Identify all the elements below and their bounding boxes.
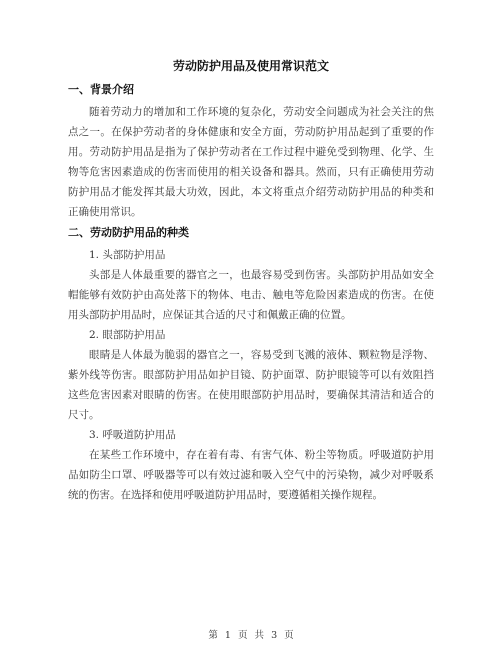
section-heading-types: 二、劳动防护用品的种类: [68, 226, 189, 239]
footer-prefix: 第: [208, 630, 218, 641]
section-paragraph-background: 随着劳动力的增加和工作环境的复杂化，劳动安全问题成为社会关注的焦点之一。在保护劳动者的身体健康和安全方面，劳动防护用品起到了重要的作用。劳动防护用品是指为了保护劳动者在工作过程中避免受到物理、化学、生物等危害因素造成的伤害而使用的相关设备和器具。然而，只有正确使用劳动防护用品才能发挥其最大功效，因此，本文将重点介绍劳动防护用品的种类和正确使用常识。: [68, 106, 434, 218]
page-footer: [0, 630, 502, 642]
item-paragraph-head-protection: 头部是人体最重要的器官之一，也最容易受到伤害。头部防护用品如安全帽能够有效防护由高处落下的物体、电击、触电等危险因素造成的伤害。在使用头部防护用品时，应保证其合适的尺寸和佩戴正确的位置。: [68, 269, 434, 321]
document-title: 劳动防护用品及使用常识范文: [172, 59, 329, 73]
item-heading-eye-protection: 2. 眼部防护用品: [89, 329, 166, 341]
footer-page-word: 页: [237, 630, 248, 641]
item-paragraph-respiratory-protection: 在某些工作环境中，存在着有毒、有害气体、粉尘等物质。呼吸道防护用品如防尘口罩、呼吸器等可以有效过滤和吸入空气中的污染物，减少对呼吸系统的伤害。在选择和使用呼吸道防护用品时，要遵循相关操作规程。: [68, 449, 434, 501]
footer-total-word: 共: [254, 630, 265, 641]
item-paragraph-eye-protection: 眼睛是人体最为脆弱的器官之一，容易受到飞溅的液体、颗粒物是浮物、紫外线等伤害。眼部防护用品如护目镜、防护面罩、防护眼镜等可以有效阻挡这些危害因素对眼睛的伤害。在使用眼部防护用品时，要确保其清洁和适合的尺寸。: [68, 349, 434, 421]
footer-suffix: 页: [284, 630, 294, 641]
footer-total-pages: 3: [271, 630, 278, 641]
item-heading-respiratory-protection: 3. 呼吸道防护用品: [89, 429, 176, 441]
document-body: [68, 58, 434, 505]
section-heading-background: 一、背景介绍: [68, 83, 134, 96]
footer-page-number: 1: [224, 630, 231, 641]
item-heading-head-protection: 1. 头部防护用品: [89, 249, 166, 261]
